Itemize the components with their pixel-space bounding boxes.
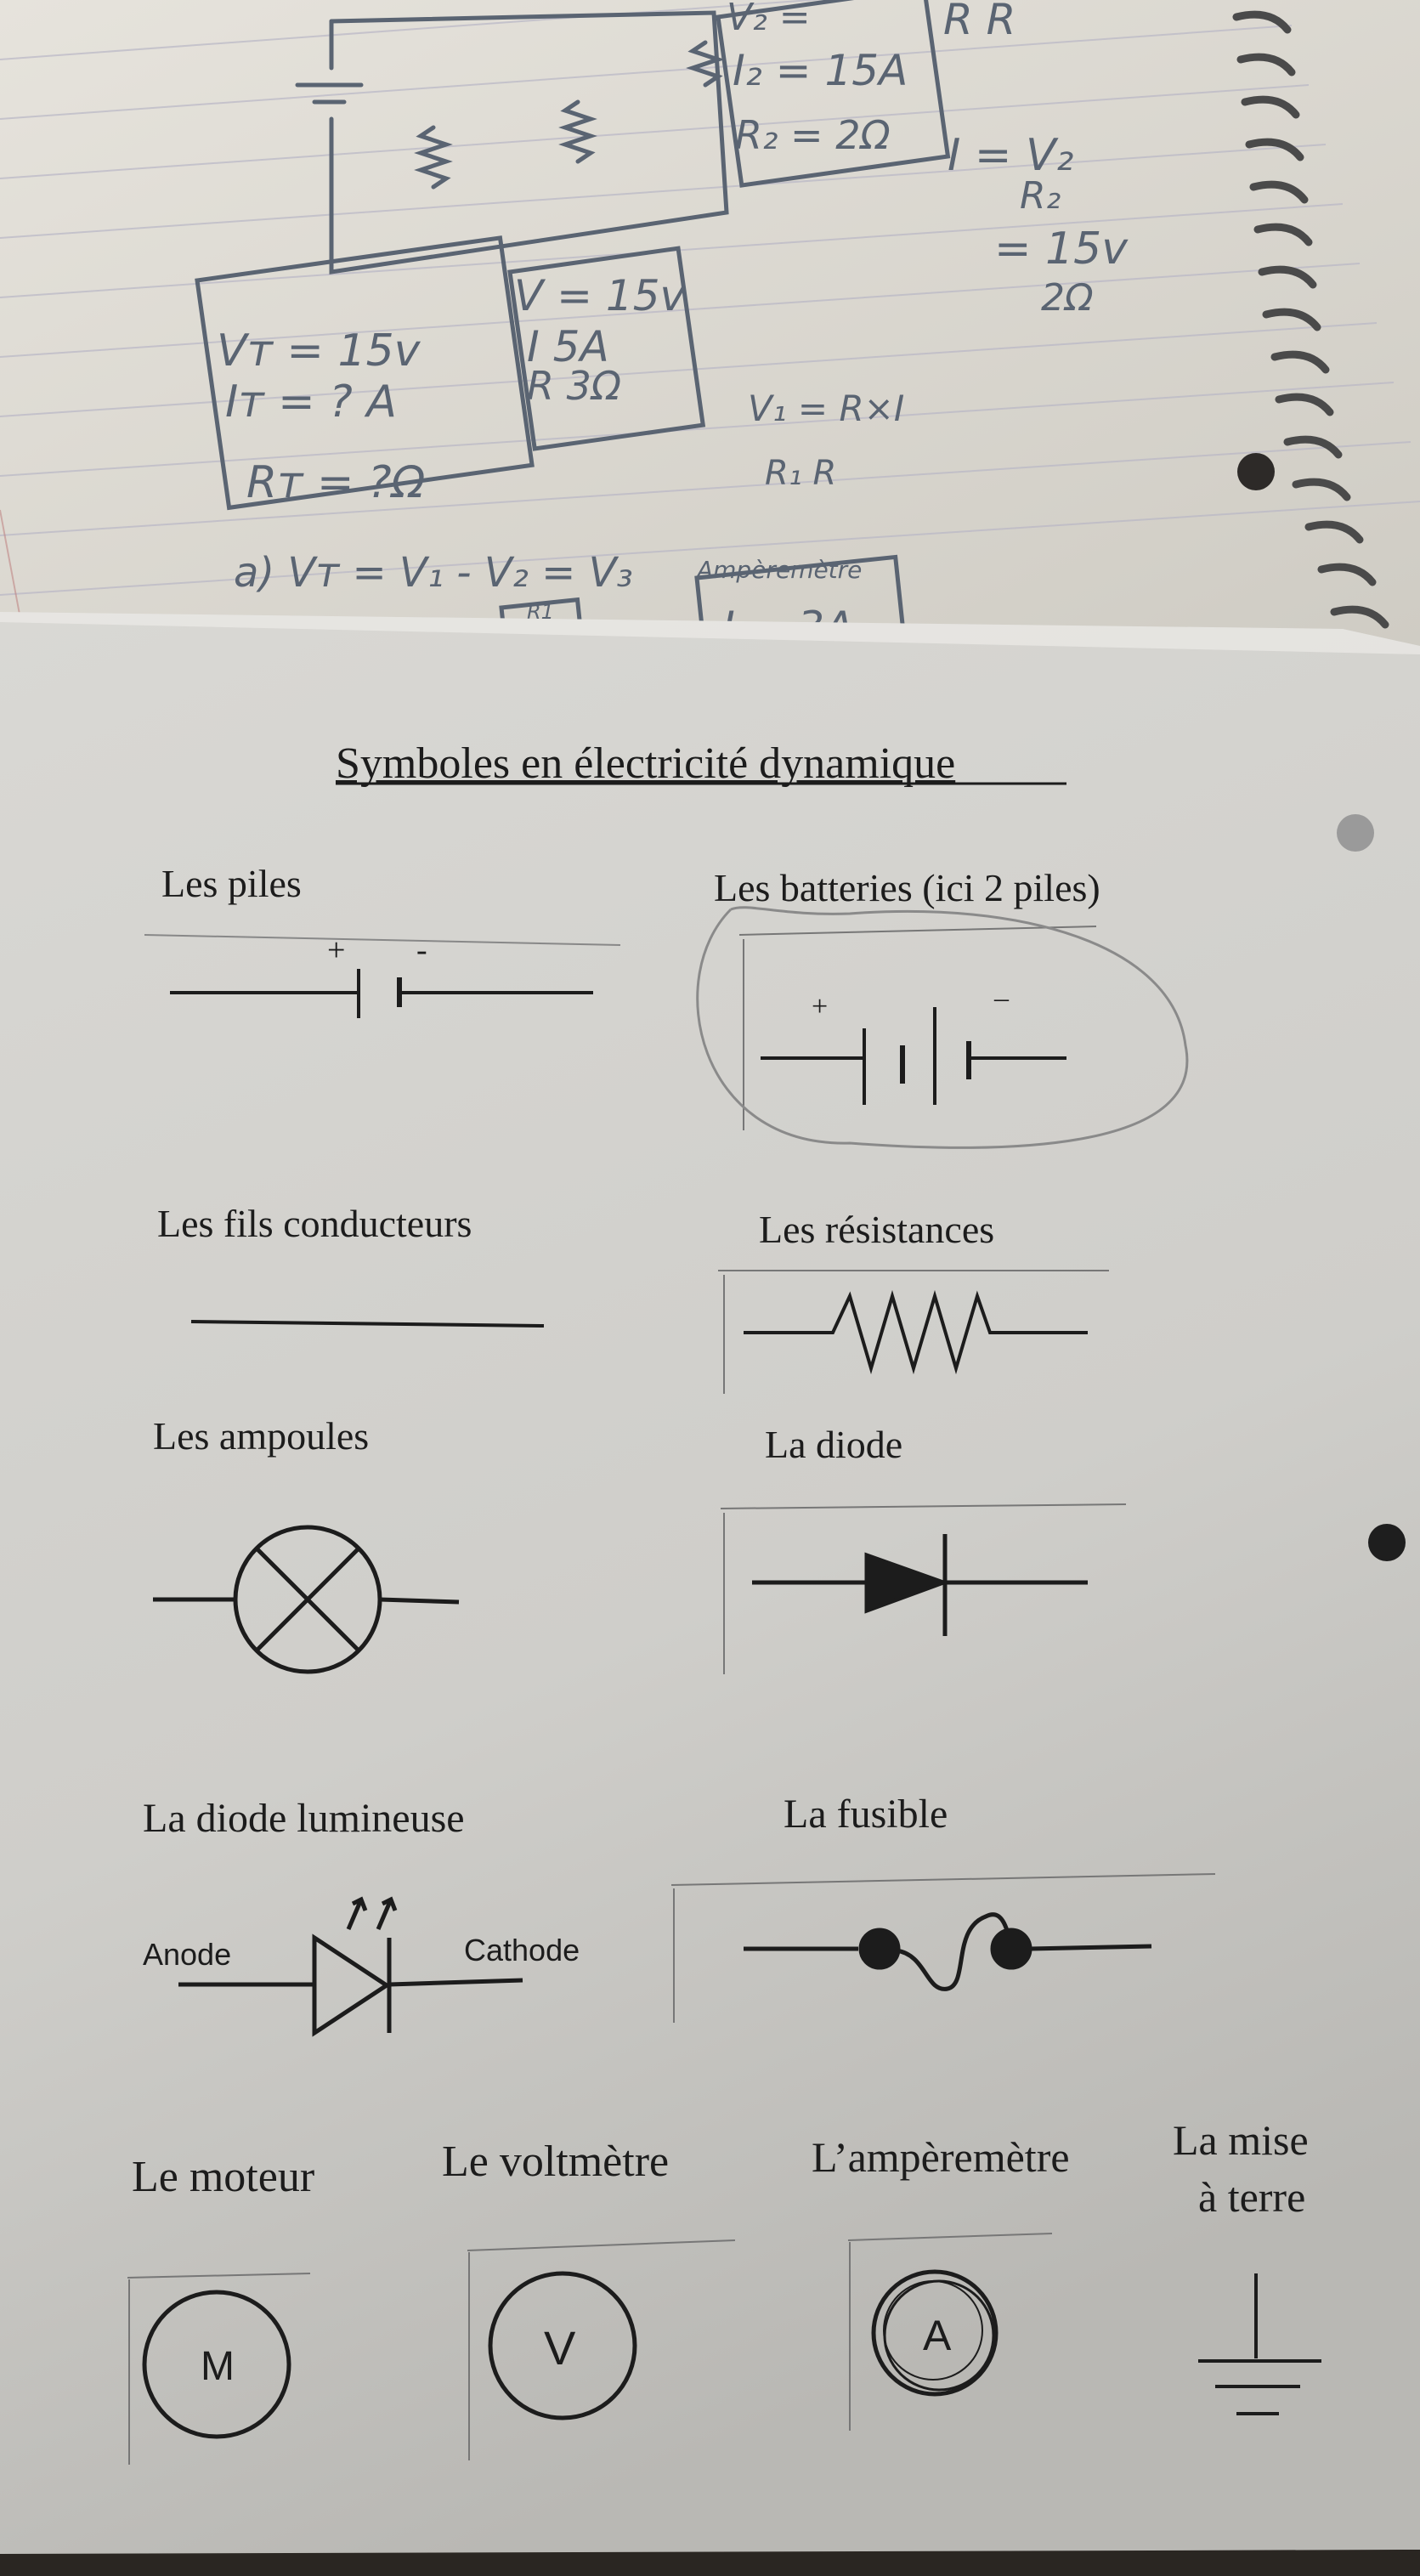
ammeter-letter: A	[923, 2312, 952, 2359]
label-diode-lumineuse: La diode lumineuse	[143, 1796, 465, 1841]
note-box-r: R 3Ω	[527, 363, 622, 409]
label-fusible: La fusible	[784, 1792, 948, 1837]
note-box-v: V = 15v	[514, 271, 686, 320]
motor-letter: M	[201, 2344, 235, 2389]
battery-plus: +	[812, 991, 829, 1022]
label-diode: La diode	[765, 1423, 903, 1466]
label-batteries: Les batteries (ici 2 piles)	[714, 866, 1100, 909]
label-amperemetre: L’ampèremètre	[812, 2133, 1070, 2181]
label-mise-terre-1: La mise	[1173, 2116, 1309, 2164]
note-formula-r2: R₂	[1020, 174, 1061, 218]
handout-title: Symboles en électricité dynamique	[336, 739, 956, 788]
label-voltmetre: Le voltmètre	[442, 2137, 670, 2186]
battery-minus: –	[994, 982, 1009, 1014]
label-mise-terre-2: à terre	[1198, 2173, 1306, 2221]
note-r2: R₂ = 2Ω	[735, 112, 891, 158]
note-formula-2ohm: 2Ω	[1041, 276, 1094, 320]
label-fils: Les fils conducteurs	[157, 1202, 472, 1245]
voltmeter-letter: V	[544, 2321, 576, 2375]
note-r-top: R R	[943, 0, 1016, 44]
note-r1-formula: R₁ R	[765, 454, 837, 493]
note-i2: I₂ = 15A	[733, 46, 908, 95]
label-resistances: Les résistances	[759, 1208, 995, 1251]
note-box-i: I 5A	[527, 322, 609, 371]
label-ampoules: Les ampoules	[153, 1414, 370, 1458]
note-it: Iᴛ = ? A	[225, 376, 397, 427]
pile-minus: -	[416, 932, 427, 968]
note-v2: V₂ =	[727, 0, 811, 39]
note-vt: Vᴛ = 15v	[217, 326, 421, 376]
label-anode: Anode	[143, 1937, 232, 1972]
note-rt: Rᴛ = ?Ω	[246, 457, 426, 508]
note-formula-15v: = 15v	[994, 224, 1129, 275]
note-amp-label: Ampèremètre	[697, 556, 863, 584]
handout-sheet	[0, 612, 1420, 2576]
label-moteur: Le moteur	[132, 2153, 315, 2201]
note-formula-i: I = V₂	[948, 130, 1074, 181]
pile-plus: +	[327, 932, 346, 968]
label-cathode: Cathode	[464, 1933, 580, 1967]
note-v1-formula: V₁ = R×I	[748, 388, 905, 429]
notebook-page	[0, 0, 1420, 654]
note-r1-label: R1	[527, 600, 554, 624]
note-a-line: a) Vᴛ = V₁ - V₂ = V₃	[234, 549, 633, 597]
label-piles: Les piles	[161, 862, 302, 905]
